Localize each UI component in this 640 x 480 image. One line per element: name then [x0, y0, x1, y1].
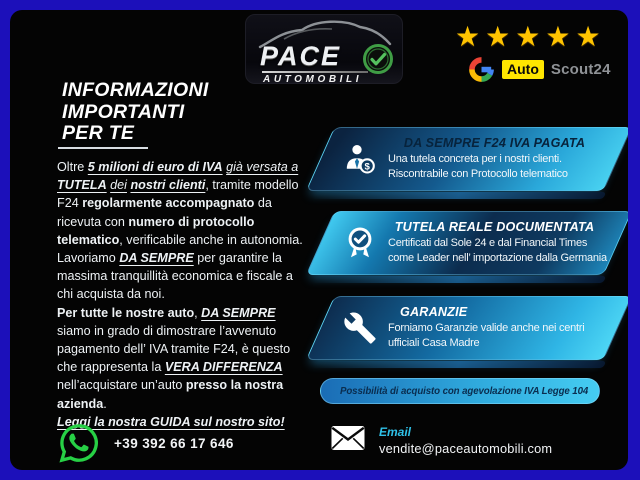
panel-line: Riscontrabile con Protocollo telematico — [388, 168, 568, 180]
wrench-icon — [341, 311, 379, 345]
panel-tutela-documentata — [306, 211, 628, 275]
panel-title: DA SEMPRE F24 IVA PAGATA — [403, 135, 586, 150]
star-icon: ★ — [455, 21, 486, 52]
review-sources — [468, 56, 611, 83]
flyer-canvas — [10, 10, 628, 470]
phone-number: +39 392 66 17 646 — [114, 435, 234, 451]
brand-name: PACE — [260, 41, 342, 71]
page-title: INFORMAZIONI IMPORTANTI PER TE — [62, 79, 209, 144]
panel-line: Una tutela concreta per i nostri clienti. — [388, 152, 562, 165]
panel-garanzie — [306, 296, 628, 360]
panel-line: Certificati dal Sole 24 e dal Financial Times — [388, 236, 588, 249]
envelope-icon — [330, 424, 366, 452]
star-icon: ★ — [515, 21, 546, 52]
panel-line: Forniamo Garanzie valide anche nei centri — [388, 321, 585, 334]
autoscout-scout-label: Scout24 — [550, 61, 611, 78]
panel-line: come Leader nell’ importazione dalla Germania — [388, 252, 607, 264]
body-text: Oltre 5 milioni di euro di IVA già versata a TUTELA dei nostri clienti, tramite modello F24 regolarmente accompagnato da ricevuta con numero di protocollo telematico, verificabile anche in autonomia. Lavoriamo DA SEMPRE per garantire la massima tranquillità economica e fiscale a chi acquista da noi. Per tutte le nostre auto, DA SEMPRE siamo in grado di dimostrare l’avvenuto pagamento dell’ IVA tramite F24, è questo che rappresenta la VERA DIFFERENZA nell’acquistare un’auto presso la nostra azienda. Leggi la nostra GUIDA sul nostro sito! — [57, 160, 303, 429]
star-icon: ★ — [545, 21, 576, 52]
agent-money-icon — [341, 141, 379, 177]
law-104-text: Possibilità di acquisto con agevolazione IVA Legge 104 — [340, 385, 589, 397]
google-icon — [468, 56, 495, 83]
star-icon: ★ — [575, 21, 606, 52]
whatsapp-icon — [58, 422, 100, 464]
star-rating — [455, 20, 606, 53]
email-label: Email — [379, 425, 412, 439]
brand-logo — [245, 14, 403, 84]
star-icon: ★ — [485, 21, 516, 52]
badge-check-icon — [341, 225, 379, 261]
email-address: vendite@paceautomobili.com — [379, 441, 553, 456]
autoscout-auto-badge: Auto — [502, 60, 544, 79]
panel-title: GARANZIE — [400, 304, 468, 319]
brand-subtitle: AUTOMOBILI — [263, 74, 363, 85]
email-contact[interactable] — [330, 424, 552, 456]
whatsapp-contact[interactable] — [58, 422, 234, 464]
verified-check-icon — [362, 43, 394, 75]
law-104-badge[interactable] — [320, 378, 600, 404]
panel-f24-iva — [306, 127, 628, 191]
panel-title: TUTELA REALE DOCUMENTATA — [394, 219, 595, 234]
brand-underline — [262, 71, 368, 73]
panel-line: ufficiali Casa Madre — [388, 337, 480, 349]
svg-text:$: $ — [364, 161, 370, 173]
title-divider — [58, 147, 148, 149]
